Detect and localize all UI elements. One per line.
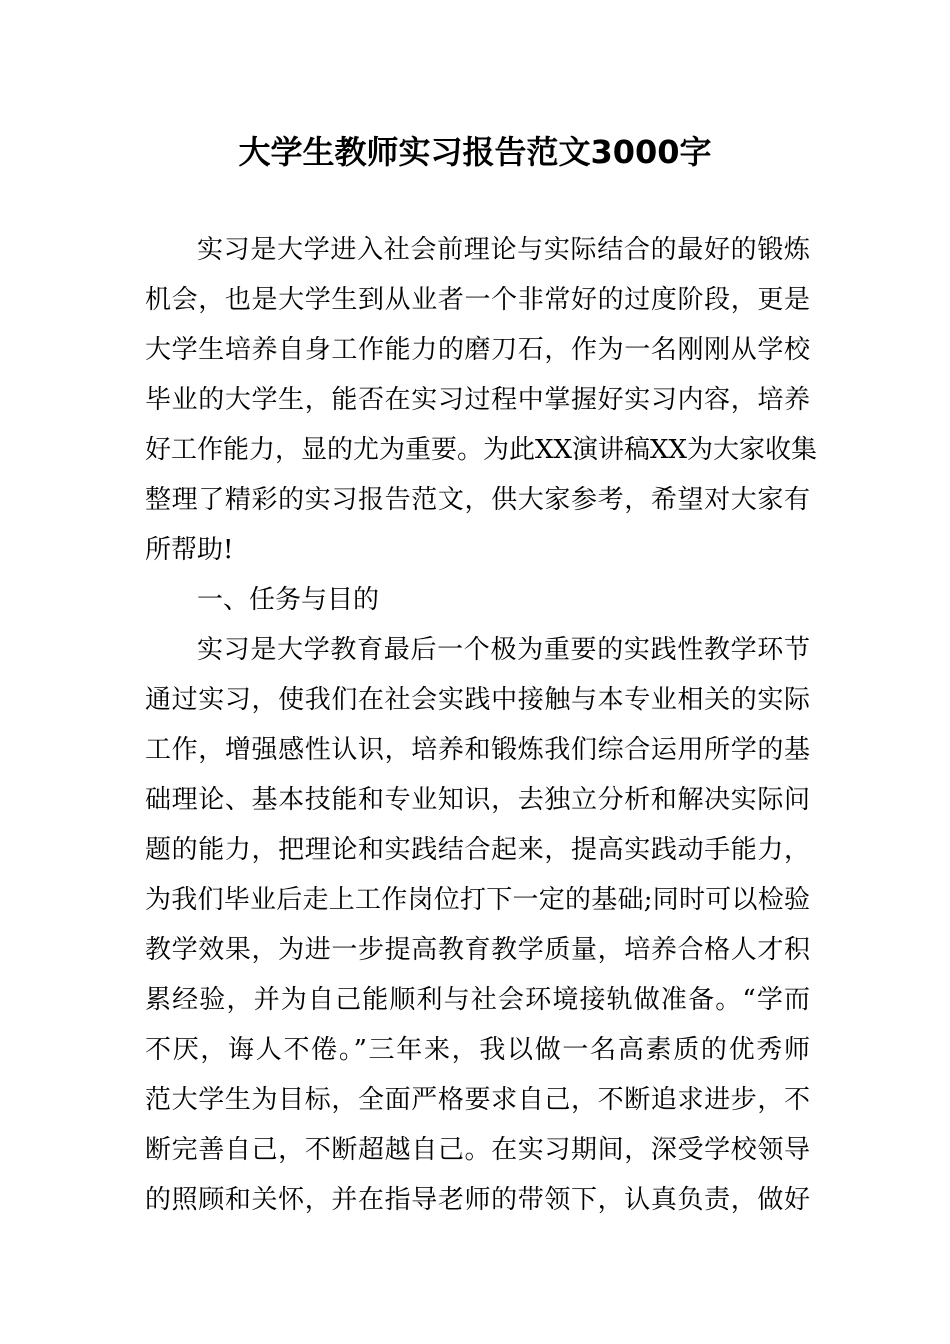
section-heading-1: 一、任务与目的	[197, 585, 380, 615]
paragraph-2-line-10: 范大学生为目标，全面严格要求自己，不断追求进步，不	[145, 1085, 810, 1115]
document-title: 大学生教师实习报告范文3000字	[238, 133, 712, 171]
paragraph-1-line-4: 毕业的大学生，能否在实习过程中掌握好实习内容，培养	[145, 385, 810, 415]
paragraph-1-line-3: 大学生培养自身工作能力的磨刀石，作为一名刚刚从学校	[145, 335, 810, 365]
paragraph-2-line-6: 为我们毕业后走上工作岗位打下一定的基础;同时可以检验	[145, 885, 810, 915]
paragraph-1-line-1: 实习是大学进入社会前理论与实际结合的最好的锻炼	[197, 235, 810, 265]
paragraph-2-line-2: 通过实习，使我们在社会实践中接触与本专业相关的实际	[145, 685, 810, 715]
paragraph-2-line-9: 不厌，诲人不倦。”三年来，我以做一名高素质的优秀师	[145, 1035, 810, 1065]
paragraph-1-line-7: 所帮助!	[145, 535, 234, 565]
paragraph-2-line-3: 工作，增强感性认识，培养和锻炼我们综合运用所学的基	[145, 735, 810, 765]
paragraph-2-line-11: 断完善自己，不断超越自己。在实习期间，深受学校领导	[145, 1135, 810, 1165]
paragraph-2-line-1: 实习是大学教育最后一个极为重要的实践性教学环节	[197, 635, 810, 665]
paragraph-1-line-6: 整理了精彩的实习报告范文，供大家参考，希望对大家有	[145, 485, 810, 515]
paragraph-2-line-7: 教学效果，为进一步提高教育教学质量，培养合格人才积	[145, 935, 810, 965]
paragraph-2-line-8: 累经验，并为自己能顺利与社会环境接轨做准备。“学而	[145, 985, 810, 1015]
paragraph-2-line-12: 的照顾和关怀，并在指导老师的带领下，认真负责，做好	[145, 1185, 810, 1215]
paragraph-1-line-5: 好工作能力，显的尤为重要。为此XX演讲稿XX为大家收集	[145, 435, 818, 465]
paragraph-2-line-4: 础理论、基本技能和专业知识，去独立分析和解决实际问	[145, 785, 810, 815]
paragraph-1-line-2: 机会，也是大学生到从业者一个非常好的过度阶段，更是	[145, 285, 810, 315]
paragraph-2-line-5: 题的能力，把理论和实践结合起来，提高实践动手能力，	[145, 835, 810, 865]
